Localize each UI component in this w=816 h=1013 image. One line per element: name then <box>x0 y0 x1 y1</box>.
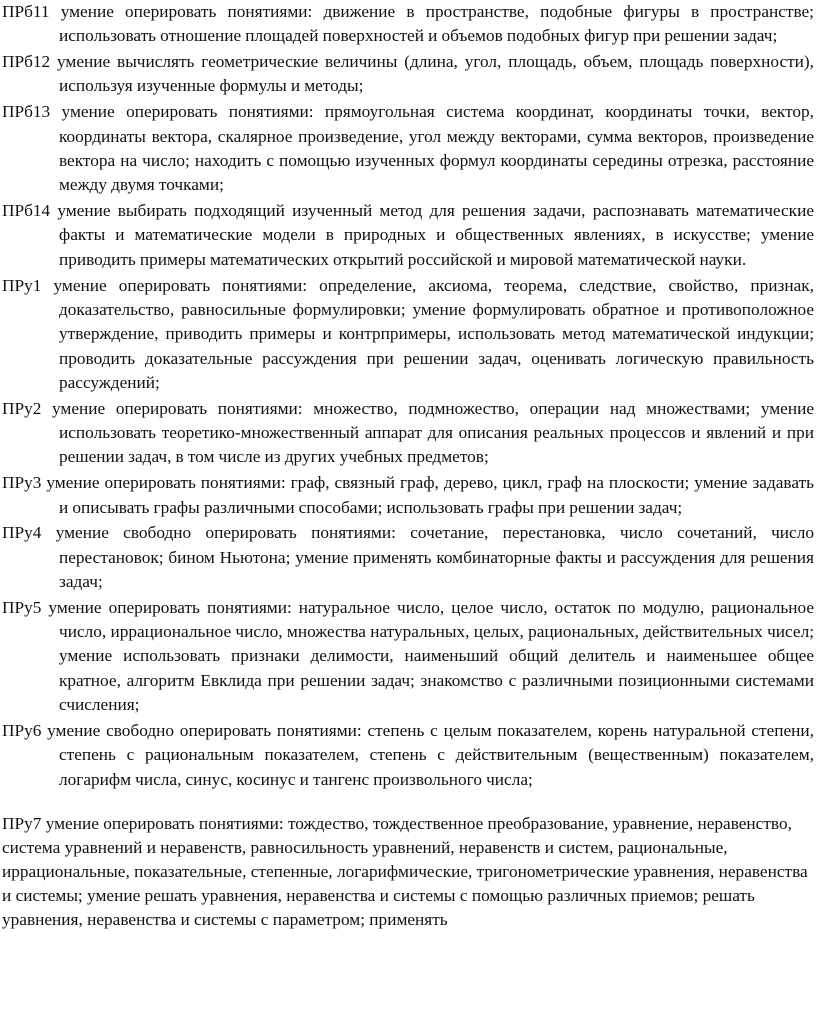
requirement-item-pru1 <box>2 274 814 395</box>
requirement-text: умение выбирать подходящий изученный метод для решения задачи, распознавать математические факты и математические модели в природных и общественных явлениях, в искусстве; умение приводить примеры математических открытий российской и мировой математической науки. <box>57 201 814 269</box>
requirement-code: ПРу2 <box>2 398 42 418</box>
requirement-item-pru6 <box>2 719 814 792</box>
requirement-code: ПРу4 <box>2 523 42 543</box>
requirement-text: умение свободно оперировать понятиями: степень с целым показателем, корень натуральной степени, степень с рациональным показателем, степень с действительным (вещественным) показателем, логарифм числа, синус, косинус и тангенс произвольного числа; <box>47 720 814 789</box>
requirement-code: ПРб13 <box>2 102 51 122</box>
requirement-item-pru5 <box>2 596 814 717</box>
requirement-item-prb13 <box>2 100 814 197</box>
requirement-item-prb11 <box>2 0 814 49</box>
requirement-text: умение оперировать понятиями: граф, связный граф, дерево, цикл, граф на плоскости; умение задавать и описывать графы различными способами; использовать графы при решении задач; <box>46 473 815 517</box>
requirement-code: ПРу3 <box>2 473 42 493</box>
requirement-code: ПРу6 <box>2 720 42 740</box>
requirement-item-pru4 <box>2 521 814 594</box>
requirement-text: умение оперировать понятиями: прямоугольная система координат, координаты точки, вектор, координаты вектора, скалярное произведение, угол между векторами, сумма векторов, произведение вектора на число; находить с помощью изученных формул координаты середины отрезка, расстояние между двумя точками; <box>59 102 814 195</box>
requirement-text: умение оперировать понятиями: определение, аксиома, теорема, следствие, свойство, признак, доказательство, равносильные формулировки; умение формулировать обратное и противоположное утверждение, приводить примеры и контрпримеры, использовать метод математической индукции; проводить доказательные рассуждения при решении задач, оценивать логическую правильность рассуждений; <box>53 275 815 392</box>
requirement-text: умение оперировать понятиями: тождество, тождественное преобразование, уравнение, неравенство, система уравнений и неравенств, равносильность уравнений, неравенств и систем, рациональные, иррациональные, показательные, степенные, логарифмические, тригонометрические уравнения, неравенства и системы; умение решать уравнения, неравенства и системы с помощью различных приемов; решать уравнения, неравенства и системы с параметром; применять <box>2 813 808 929</box>
requirement-code: ПРу1 <box>2 275 42 295</box>
requirement-code: ПРу5 <box>2 597 42 617</box>
requirement-text: умение оперировать понятиями: множество, подмножество, операции над множествами; умение использовать теоретико-множественный аппарат для описания реальных процессов и явлений и при решении задач, в том числе из других учебных предметов; <box>52 398 814 467</box>
requirement-item-prb14 <box>2 199 814 272</box>
requirement-item-prb12 <box>2 50 814 99</box>
requirement-item-pru2 <box>2 397 814 470</box>
requirement-item-pru3 <box>2 471 814 520</box>
requirement-text: умение оперировать понятиями: натуральное число, целое число, остаток по модулю, рациональное число, иррациональное число, множества натуральных, целых, рациональных, действительных чисел; умение использовать признаки делимости, наименьший общий делитель и наименьшее общее кратное, алгоритм Евклида при решении задач; знакомство с различными позиционными системами счисления; <box>48 597 814 715</box>
requirement-text: умение вычислять геометрические величины (длина, угол, площадь, объем, площадь поверхности), используя изученные формулы и методы; <box>57 52 814 96</box>
requirement-code: ПРб14 <box>2 201 51 221</box>
requirement-code: ПРб12 <box>2 52 51 72</box>
requirement-text: умение свободно оперировать понятиями: сочетание, перестановка, число сочетаний, число перестановок; бином Ньютона; умение применять комбинаторные факты и рассуждения для решения задач; <box>55 523 814 591</box>
requirement-text: умение оперировать понятиями: движение в пространстве, подобные фигуры в пространстве; использовать отношение площадей поверхностей и объемов подобных фигур при решении задач; <box>59 2 814 46</box>
requirement-code: ПРу7 <box>2 813 42 833</box>
requirement-paragraph-pru7 <box>2 812 814 932</box>
requirement-code: ПРб11 <box>2 2 50 21</box>
